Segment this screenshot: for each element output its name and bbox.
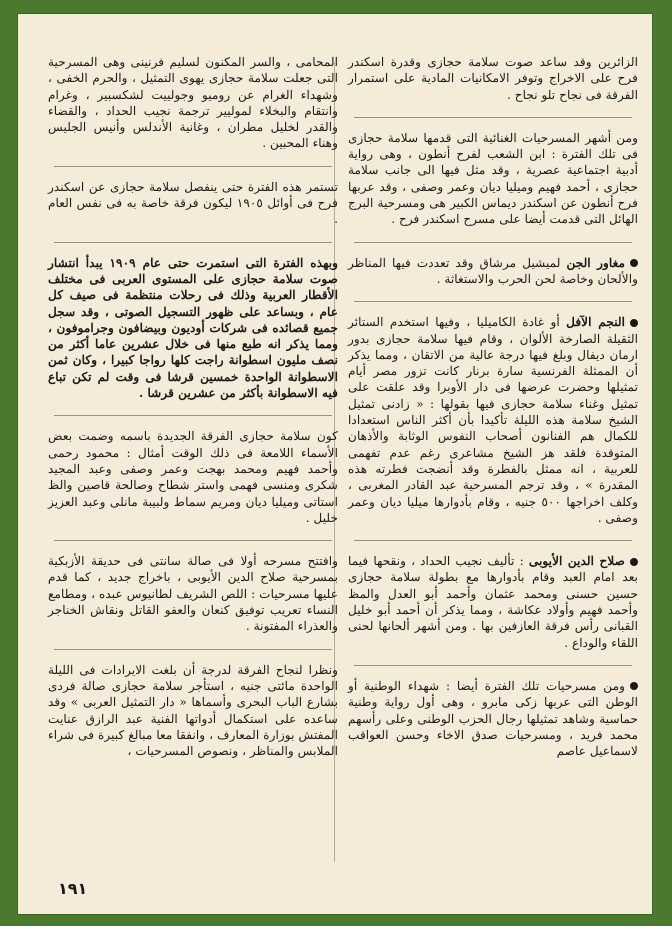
bullet-icon (630, 682, 638, 690)
section-divider (354, 540, 632, 541)
bullet-icon (630, 259, 638, 267)
section-divider (54, 166, 332, 167)
magazine-page (18, 14, 652, 914)
section-divider (54, 649, 332, 650)
paragraph (348, 553, 638, 651)
paragraph-text: ومن مسرحيات تلك الفترة أيضا : شهداء الوطنية أو الوطن التى عربها زكى مابرو ، وهى أول رواية وطنية حماسية وشاهد تمثيلها رجال الحزب الوطنى وعلى رأسهم محمد فريد ، ومسرحيات صدق الاخاء وحسن العواقب لاسماعيل عاصم (348, 678, 638, 759)
paragraph-text: : تأليف نجيب الحداد ، ونقحها فيما بعد امام العبد وقام بأدوارها مع بطولة سلامة حجازى حسين حسنى ومحمد عثمان وأحمد أبو العدل والمظ وأحمد فهيم وأولاد عكاشة ، ومما يذكر أن أحمد أبو خليل القبانى رأس فرقة العازفين بها . ومن أشهر ألحانها لحنى اللقاء والوداع . (348, 554, 638, 650)
section-divider (354, 117, 632, 118)
paragraph: الزائرين وقد ساعد صوت سلامة حجازى وقدرة اسكندر فرح على الاخراج وتوفر الامكانيات المادية على استمرار الفرقة فى نجاح تلو نجاح . (348, 55, 638, 102)
paragraph-text: لميشيل مرشاق وقد تعددت فيها المناظر والألحان وخاصة لحن الحرب والاستغاثة . (348, 255, 638, 286)
section-divider (54, 540, 332, 541)
highlighted-paragraph: وبهذه الفترة التى استمرت حتى عام ١٩٠٩ يبدأ انتشار صوت سلامة حجازى على المستوى العربى فى مختلف الأقطار العربية وذلك فى رحلات منتظمة فى صيف كل عام ، وبساعد على ظهور التسجيل الصوتى ، وقد سجل جميع قصائده فى شركات أوديون وبيضافون وجراموفون ، ومما يذكر انه طبع منها فى خلال عشرين عاما أكثر من نصف مليون اسطوانة راجت كلها رواجا كبيرا ، وكان ثمن الاسطوانة الواحدة خمسين قرشا فى وقت لم تكن تباع فيه الاسطوانة بأكثر من عشرين قرشا . (48, 255, 338, 401)
paragraph: ونظرا لنجاح الفرقة لدرجة أن بلغت الايرادات فى الليلة الواحدة مائتى جنيه ، استأجر سلامة حجازى صالة فردى بشارع الباب البحرى وأسماها « دار التمثيل العربى » وقد ساعده على استكمال أدواتها الفنية عبد الرازق عنايت المفتش بوزارة المعارف ، وانفقا معا مبالغ كبيرة فى شراء الملابس والمناظر ، ونصوص المسرحيات ، (48, 662, 338, 759)
paragraph (348, 255, 638, 288)
paragraph (348, 678, 638, 759)
paragraph: المحامى ، والسر المكنون لسليم فرنينى وهى المسرحية التى جعلت سلامة حجازى يهوى التمثيل ، والحرم الخفى ، وشهداء الغرام عن روميو وجولييت لشكسبير ، وغرام وانتقام والبخلاء لموليير ترجمة نجيب الحداد ، والقضاء والقدر لخليل مطران ، وغانية الأندلس وأنيس الجليس وهناء المحبين . (48, 55, 338, 151)
bullet-icon (630, 558, 638, 566)
bullet-icon (630, 319, 638, 327)
section-divider (54, 242, 332, 243)
section-divider (354, 301, 632, 302)
play-title: مغاور الجن (566, 255, 625, 270)
left-column (48, 54, 338, 773)
play-title: النجم الآفل (566, 315, 625, 330)
section-divider (54, 415, 332, 416)
play-title: صلاح الدين الأيوبى (528, 554, 625, 569)
right-column (348, 54, 638, 773)
page-number: ١٩١ (58, 879, 88, 898)
section-divider (354, 242, 632, 243)
paragraph: كون سلامة حجازى الفرقة الجديدة باسمه وضمت بعض الأسماء اللامعة فى ذلك الوقت أمثال : محمود رحمى وأحمد فهيم ومحمد بهجت وعمر وصفى وعبد المجيد شكرى ومنسى فهمى واستر شطاح وصالحة قاصين والظ استاتى وميليا ديان ومريم سماط ولبيبة مانلى وعبد العزيز خليل . (48, 429, 338, 525)
paragraph: تستمر هذه الفترة حتى ينفصل سلامة حجازى عن اسكندر فرح فى أوائل ١٩٠٥ ليكون فرقة خاصة به فى نفس العام . (48, 179, 338, 227)
paragraph-text: أو غادة الكاميليا ، وفيها استخدم الستائر الثقيلة الصارخة الألوان ، وقام فيها سلامة حجازى بدور ارمان ديفال وبلغ فيها درجة عالية من الاتقان ، ومما يذكر أن الممثلة الفرنسية سارة برنار كانت تزور مصر أيام تمثيلها وحضرت عرضها فى دار الأوبرا وقد علقت على تمثيل وغناء سلامة حجازى فيها بقولها : « زادنى تمثيل الشيخ سلامة هذه الليلة تأكيدا بأن أكثر الناس استعدادا للكمال هم الفنانون أصحاب النفوس الوثابة والأذهان المتوقدة فلقد هز الشيخ مشاعرى رغم عدم تفهمى للعربية ، انه ممثل بالفطرة وقد أنضجت فطرته هذه المقدرة » ، وقد ترجم المسرحية عبد القادر المغربى ، وكلف اخراجها ٥٠٠ جنيه ، وقام بأدوارها ميليا ديان وعمر وصفى . (348, 315, 638, 525)
paragraph: ومن أشهر المسرحيات الغنائية التى قدمها سلامة حجازى فى تلك الفترة : ابن الشعب لفرح أنطون ، وهى رواية أدبية اجتماعية عصرية ، وقد مثل فيها الى جانب سلامة حجازى ، أحمد فهيم وميليا ديان وعمر وصفى ، وقد عربها فرح أنطون عن اسكندر ديماس الكبير هى ومسرحية البرج الهائل التى قدمت أيضا على مسرح اسكندر فرح . (348, 130, 638, 227)
paragraph: وافتتح مسرحه أولا فى صالة سانتى فى حديقة الأزبكية بمسرحية صلاح الدين الأيوبى ، باخراج جديد ، كما قدم عليها مسرحيات : اللص الشريف لطانيوس عبده ، ومطامع النساء تعريب توفيق كنعان والعفو القاتل ونقاش الخناجر والعذراء المفتونة . (48, 554, 338, 634)
paragraph (348, 314, 638, 526)
section-divider (354, 665, 632, 666)
